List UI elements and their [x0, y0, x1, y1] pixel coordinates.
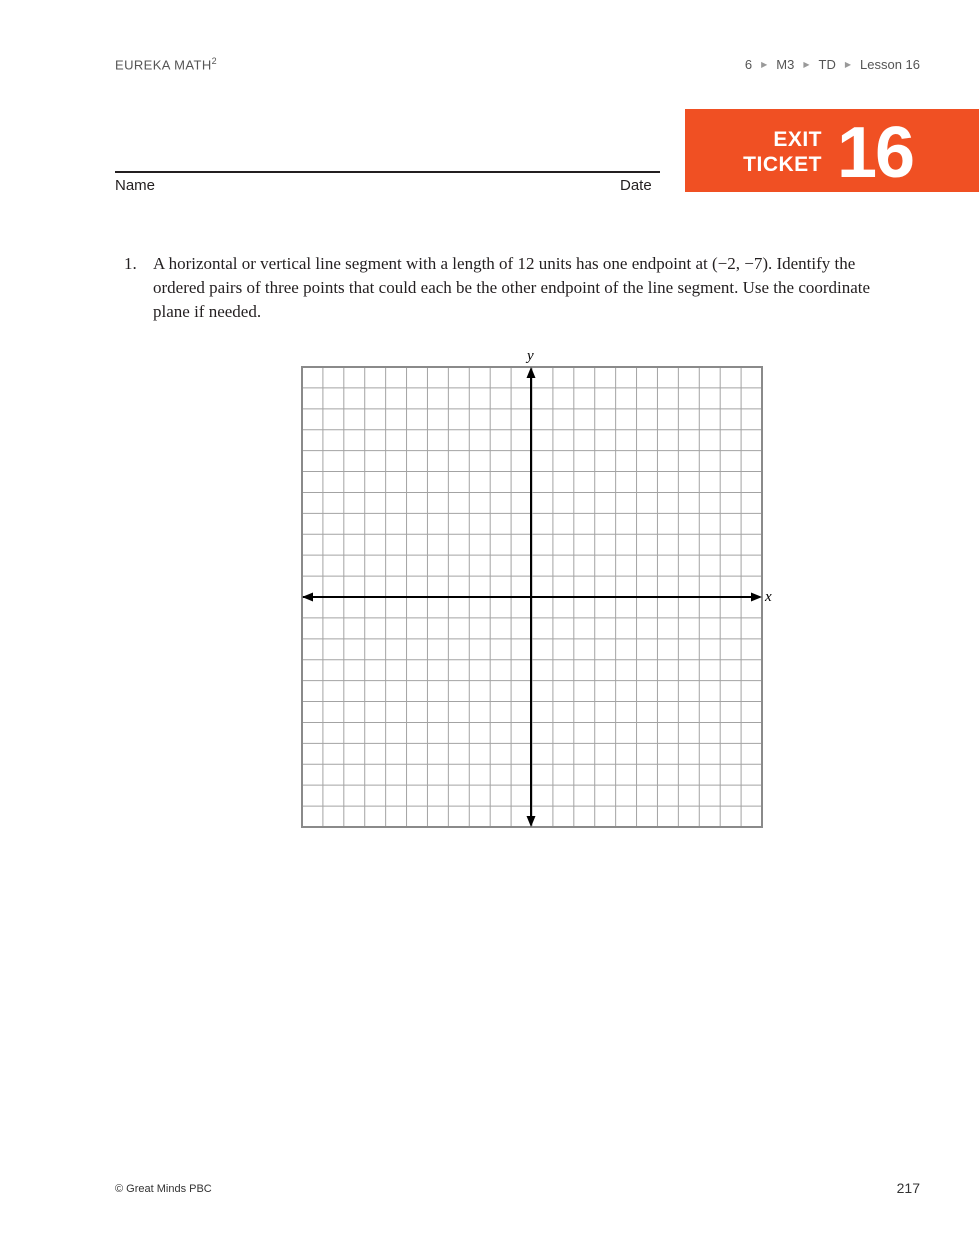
question-1	[124, 252, 884, 324]
triangle-right-icon: ▶	[803, 60, 810, 69]
exit-word: EXIT	[773, 128, 822, 151]
triangle-right-icon: ▶	[761, 60, 768, 69]
breadcrumb-grade: 6	[744, 57, 753, 72]
y-axis-label: y	[527, 348, 534, 364]
question-number: 1.	[124, 254, 137, 273]
question-text: A horizontal or vertical line segment with a length of 12 units has one endpoint at (−2, −7). Identify the ordered pairs of three points that could each be the other endpoint of the line segment. Use the coordinate plane if needed.	[153, 254, 871, 321]
coordinate-plane	[296, 343, 786, 838]
name-date-line	[115, 171, 660, 173]
y-axis-top-arrow	[527, 367, 536, 378]
brand-title	[115, 56, 217, 72]
brand-superscript: 2	[211, 56, 218, 66]
x-axis-left-arrow	[302, 593, 313, 602]
y-axis-bottom-arrow	[527, 816, 536, 827]
breadcrumb-lesson: Lesson 16	[860, 57, 920, 72]
page-number: 217	[896, 1180, 920, 1196]
brand-name: EUREKA MATH	[115, 57, 212, 73]
date-label: Date	[620, 177, 652, 194]
exit-ticket-words	[743, 127, 822, 177]
x-axis-label: x	[765, 589, 772, 605]
lesson-number: 16	[837, 113, 914, 193]
name-label: Name	[115, 177, 156, 194]
breadcrumb-module: M3	[776, 57, 795, 72]
ticket-word: TICKET	[743, 153, 822, 176]
x-axis-right-arrow	[751, 593, 762, 602]
breadcrumb	[745, 57, 920, 72]
triangle-right-icon: ▶	[844, 60, 851, 69]
exit-ticket-banner	[685, 109, 979, 192]
copyright: © Great Minds PBC	[115, 1183, 212, 1195]
breadcrumb-topic: TD	[818, 57, 836, 72]
